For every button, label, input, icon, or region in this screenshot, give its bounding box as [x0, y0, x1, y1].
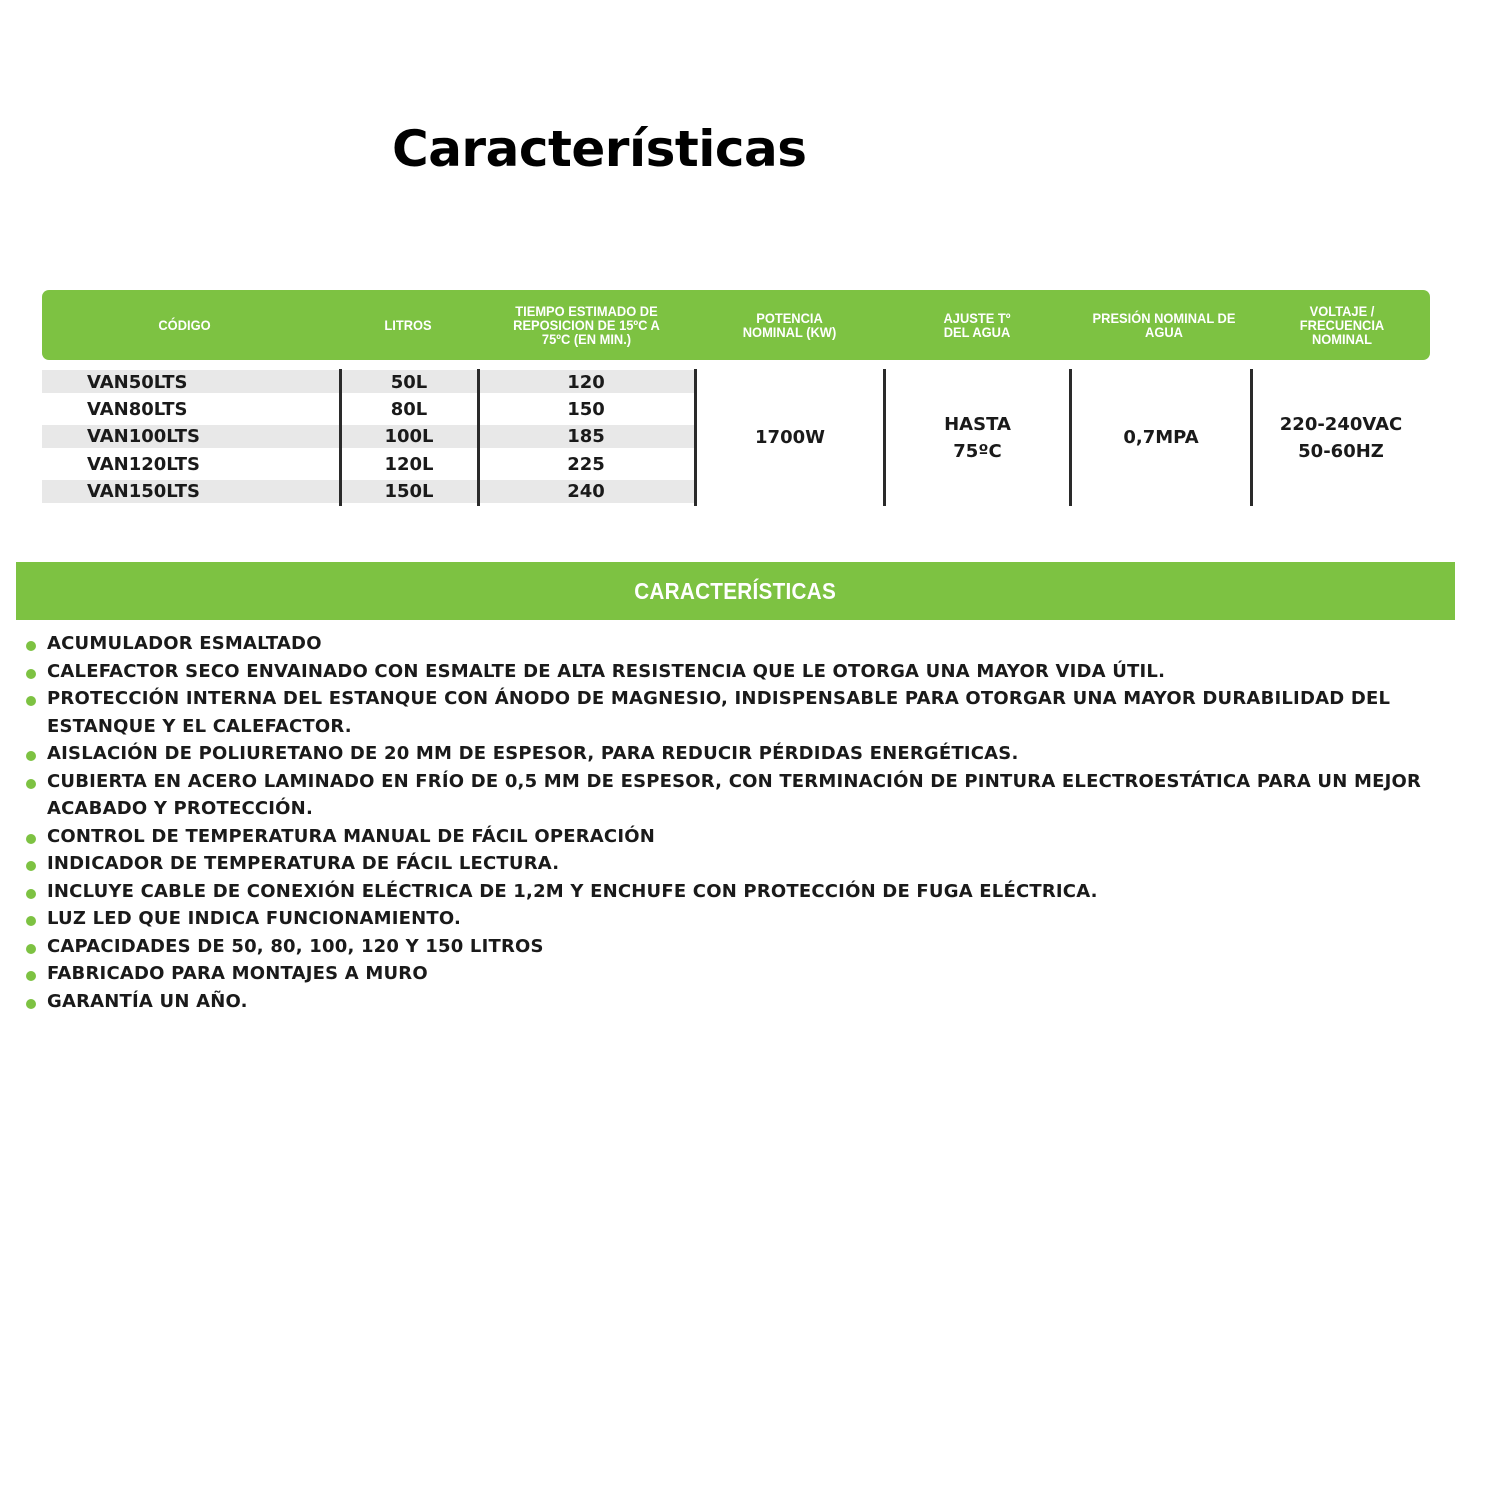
header-presion: PRESIÓN NOMINAL DE AGUA: [1092, 310, 1236, 340]
bullet-icon: [26, 944, 36, 954]
bullet-icon: [26, 641, 36, 651]
bullet-icon: [26, 861, 36, 871]
list-item: [26, 933, 1426, 961]
list-item-text: INDICADOR DE TEMPERATURA DE FÁCIL LECTURA.: [47, 853, 560, 874]
list-item: [26, 630, 1426, 658]
row-1-code: VAN50LTS: [87, 372, 188, 393]
list-item: [26, 850, 1426, 878]
list-item: [26, 878, 1426, 906]
power-value: [697, 369, 883, 506]
bullet-icon: [26, 999, 36, 1009]
row-2-code: VAN80LTS: [87, 399, 188, 420]
pressure-text: 0,7MPA: [1123, 427, 1199, 448]
pressure-value: [1072, 369, 1250, 506]
row-3-liters: 100L: [384, 426, 434, 447]
header-potencia: POTENCIA NOMINAL (KW): [742, 310, 837, 340]
list-item-text: PROTECCIÓN INTERNA DEL ESTANQUE CON ÁNODO DE MAGNESIO, INDISPENSABLE PARA OTORGAR UNA MAYOR DURABILIDAD DEL ESTANQUE Y EL CALEFACTOR.: [47, 688, 1391, 737]
bullet-icon: [26, 834, 36, 844]
row-5-code: VAN150LTS: [87, 481, 201, 502]
temperature-line-2: 75ºC: [953, 440, 1002, 462]
row-1-liters: 50L: [390, 372, 428, 393]
features-header: [16, 562, 1455, 620]
header-litros: LITROS: [384, 317, 432, 333]
voltage-line-2: 50-60HZ: [1298, 440, 1384, 462]
list-item-text: INCLUYE CABLE DE CONEXIÓN ELÉCTRICA DE 1,2M Y ENCHUFE CON PROTECCIÓN DE FUGA ELÉCTRICA.: [47, 880, 1098, 902]
list-item-text: FABRICADO PARA MONTAJES A MURO: [47, 963, 428, 984]
temperature-value: [886, 369, 1069, 506]
list-item: [26, 740, 1426, 768]
header-tiempo: TIEMPO ESTIMADO DE REPOSICION DE 15ºC A 75ºC (EN MIN.): [513, 303, 660, 347]
list-item: [26, 905, 1426, 933]
list-item-text: ACUMULADOR ESMALTADO: [47, 633, 322, 654]
list-item-text: LUZ LED QUE INDICA FUNCIONAMIENTO.: [47, 908, 461, 929]
bullet-icon: [26, 889, 36, 899]
list-item: [26, 685, 1426, 740]
voltage-line-1: 220-240VAC: [1279, 413, 1403, 435]
power-text: 1700W: [755, 427, 825, 448]
header-ajuste: AJUSTE Tº DEL AGUA: [943, 310, 1011, 340]
list-item: [26, 960, 1426, 988]
column-divider: [339, 369, 342, 506]
row-5-time: 240: [567, 481, 605, 502]
list-item-text: GARANTÍA UN AÑO.: [47, 990, 248, 1012]
list-item: [26, 658, 1426, 686]
list-item: [26, 988, 1426, 1016]
features-title: CARACTERÍSTICAS: [634, 577, 837, 604]
page-title: Características: [392, 120, 807, 178]
row-4-liters: 120L: [384, 454, 434, 475]
column-divider: [477, 369, 480, 506]
row-1-time: 120: [567, 372, 605, 393]
bullet-icon: [26, 779, 36, 789]
temperature-line-1: HASTA: [944, 413, 1011, 435]
voltage-value: [1253, 369, 1429, 506]
list-item: [26, 768, 1426, 823]
list-item-text: CALEFACTOR SECO ENVAINADO CON ESMALTE DE ALTA RESISTENCIA QUE LE OTORGA UNA MAYOR VIDA ÚTIL.: [47, 660, 1166, 682]
row-4-time: 225: [567, 454, 605, 475]
bullet-icon: [26, 916, 36, 926]
header-codigo: CÓDIGO: [158, 317, 211, 333]
bullet-icon: [26, 971, 36, 981]
list-item-text: AISLACIÓN DE POLIURETANO DE 20 MM DE ESPESOR, PARA REDUCIR PÉRDIDAS ENERGÉTICAS.: [47, 743, 1019, 764]
header-voltaje: VOLTAJE / FRECUENCIA NOMINAL: [1299, 303, 1385, 347]
row-4-code: VAN120LTS: [87, 454, 201, 475]
bullet-icon: [26, 669, 36, 679]
row-2-liters: 80L: [390, 399, 428, 420]
bullet-icon: [26, 751, 36, 761]
bullet-icon: [26, 696, 36, 706]
list-item: [26, 823, 1426, 851]
spec-table-header: [42, 290, 1430, 360]
list-item-text: CAPACIDADES DE 50, 80, 100, 120 Y 150 LITROS: [47, 935, 544, 957]
list-item-text: CUBIERTA EN ACERO LAMINADO EN FRÍO DE 0,5 MM DE ESPESOR, CON TERMINACIÓN DE PINTURA ELECTROESTÁTICA PARA UN MEJOR ACABADO Y PROTECCIÓN.: [47, 770, 1422, 819]
row-3-time: 185: [567, 426, 605, 447]
row-3-code: VAN100LTS: [87, 426, 201, 447]
features-list: [26, 630, 1426, 1015]
list-item-text: CONTROL DE TEMPERATURA MANUAL DE FÁCIL OPERACIÓN: [47, 825, 655, 847]
row-5-liters: 150L: [384, 481, 434, 502]
row-2-time: 150: [567, 399, 605, 420]
